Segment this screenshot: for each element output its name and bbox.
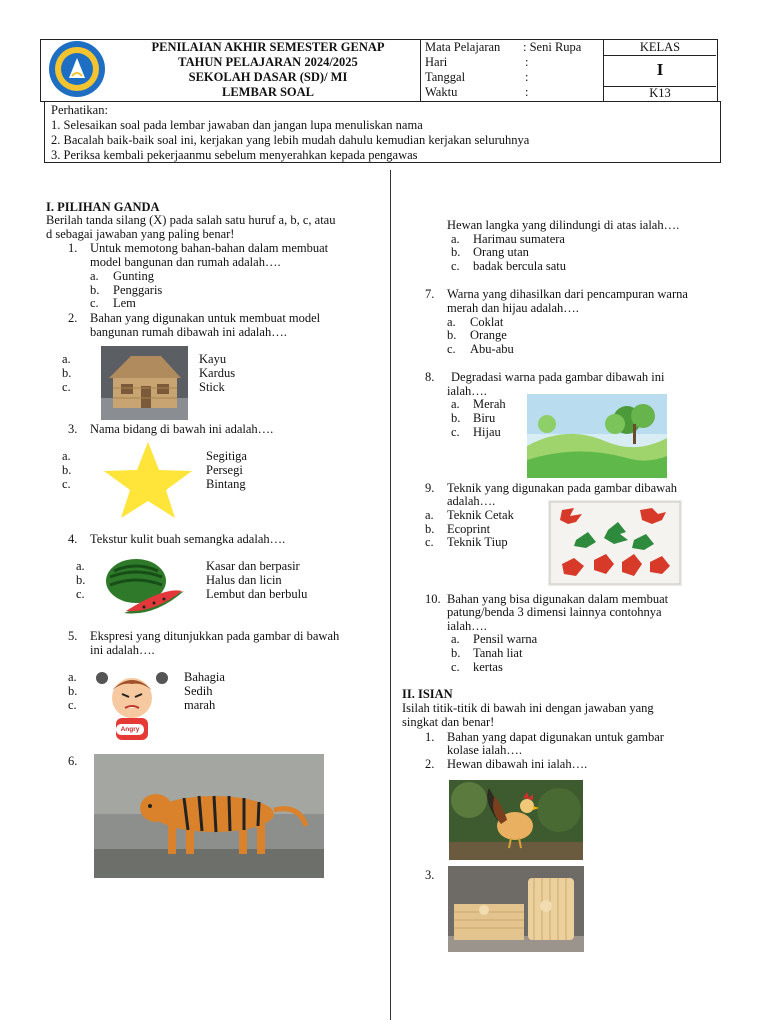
q1-line-2: model bangunan dan rumah adalah…. xyxy=(90,255,281,269)
field-tanggal-value: : xyxy=(525,70,529,84)
q10-opt-c: kertas xyxy=(473,660,503,674)
q6-opt-c: badak bercula satu xyxy=(473,259,567,273)
q5-line-1: Ekspresi yang ditunjukkan pada gambar di bawah xyxy=(90,629,340,643)
q3-line-1: Nama bidang di bawah ini adalah…. xyxy=(90,422,274,436)
field-tanggal-label: Tanggal xyxy=(425,70,466,84)
header-title xyxy=(118,40,418,100)
q7-opt-b: Orange xyxy=(470,328,507,342)
popsicle-stick-craft-image xyxy=(448,866,584,952)
q1-opt-a-letter: a. xyxy=(90,269,99,283)
q3-opt-a: Segitiga xyxy=(206,449,247,463)
q9-opt-c: Teknik Tiup xyxy=(447,535,508,549)
q8-opt-a-letter: a. xyxy=(451,397,460,411)
q6-opt-a: Harimau sumatera xyxy=(473,232,565,246)
q4-opt-c-letter: c. xyxy=(76,587,85,601)
column-divider xyxy=(390,170,391,1020)
q8-line-1: Degradasi warna pada gambar dibawah ini xyxy=(451,370,665,384)
section2-instruction-2: singkat dan benar! xyxy=(402,715,495,729)
q8-number: 8. xyxy=(425,370,435,384)
q5-number: 5. xyxy=(68,629,78,643)
q5-opt-a: Bahagia xyxy=(184,670,225,684)
q6-opt-a-letter: a. xyxy=(451,232,460,246)
field-mapel-value: : Seni Rupa xyxy=(523,40,582,54)
q10-line-1: Bahan yang bisa digunakan dalam membuat xyxy=(447,592,669,606)
house-model-image xyxy=(101,346,188,420)
field-mapel-label: Mata Pelajaran xyxy=(425,40,501,54)
title-line-2: TAHUN PELAJARAN 2024/2025 xyxy=(178,55,358,69)
q7-opt-a-letter: a. xyxy=(447,315,456,329)
section2-instruction-1: Isilah titik-titik di bawah ini dengan jawaban yang xyxy=(402,701,654,715)
kurikulum-label: K13 xyxy=(649,86,671,100)
isian1-line-2: kolase ialah…. xyxy=(447,743,522,757)
isian1-number: 1. xyxy=(425,730,435,744)
q4-number: 4. xyxy=(68,532,78,546)
q4-opt-a: Kasar dan berpasir xyxy=(206,559,300,573)
q1-opt-b: Penggaris xyxy=(113,283,163,297)
q7-opt-a: Coklat xyxy=(470,315,504,329)
q6-number: 6. xyxy=(68,754,78,768)
q5-opt-c-letter: c. xyxy=(68,698,77,712)
notice-title: Perhatikan: xyxy=(51,103,108,117)
q8-opt-a: Merah xyxy=(473,397,506,411)
q4-line-1: Tekstur kulit buah semangka adalah…. xyxy=(90,532,286,546)
q9-opt-b: Ecoprint xyxy=(447,522,491,536)
notice-item-3: 3. Periksa kembali pekerjaanmu sebelum menyerahkan kepada pengawas xyxy=(51,148,418,162)
q4-opt-a-letter: a. xyxy=(76,559,85,573)
q9-line-2: adalah…. xyxy=(447,494,496,508)
q9-line-1: Teknik yang digunakan pada gambar dibawah xyxy=(447,481,677,495)
q2-opt-b-letter: b. xyxy=(62,366,72,380)
q1-opt-c: Lem xyxy=(113,296,136,310)
q8-opt-c: Hijau xyxy=(473,425,501,439)
q5-opt-b: Sedih xyxy=(184,684,213,698)
q2-opt-a-letter: a. xyxy=(62,352,71,366)
notice-box xyxy=(44,101,721,163)
q10-opt-a-letter: a. xyxy=(451,632,460,646)
star-shape-image xyxy=(100,440,196,520)
q8-opt-c-letter: c. xyxy=(451,425,460,439)
q3-opt-c-letter: c. xyxy=(62,477,71,491)
watermelon-image xyxy=(104,557,186,617)
q2-line-1: Bahan yang digunakan untuk membuat model xyxy=(90,311,321,325)
q9-opt-c-letter: c. xyxy=(425,535,434,549)
q9-opt-b-letter: b. xyxy=(425,522,435,536)
leaf-print-image xyxy=(548,500,682,586)
q2-opt-c: Stick xyxy=(199,380,225,394)
q10-opt-b-letter: b. xyxy=(451,646,461,660)
section1-title: I. PILIHAN GANDA xyxy=(46,200,160,214)
q7-number: 7. xyxy=(425,287,435,301)
q8-opt-b: Biru xyxy=(473,411,496,425)
q7-opt-c: Abu-abu xyxy=(470,342,514,356)
title-line-3: SEKOLAH DASAR (SD)/ MI xyxy=(188,70,348,84)
q6-cont-line-1: Hewan langka yang dilindungi di atas ialah…. xyxy=(447,218,680,232)
q7-line-2: merah dan hijau adalah…. xyxy=(447,301,579,315)
landscape-painting-image xyxy=(527,394,667,478)
q10-line-2: patung/benda 3 dimensi lainnya contohnya xyxy=(447,605,662,619)
section1-instruction-2: d sebagai jawaban yang paling benar! xyxy=(46,227,235,241)
q5-opt-c: marah xyxy=(184,698,216,712)
q9-number: 9. xyxy=(425,481,435,495)
field-hari-value: : xyxy=(525,55,529,69)
rooster-image xyxy=(449,780,583,860)
q6-opt-b: Orang utan xyxy=(473,245,529,259)
q1-opt-b-letter: b. xyxy=(90,283,100,297)
q10-opt-c-letter: c. xyxy=(451,660,460,674)
q2-opt-a: Kayu xyxy=(199,352,227,366)
q3-opt-a-letter: a. xyxy=(62,449,71,463)
q3-opt-b-letter: b. xyxy=(62,463,72,477)
q9-opt-a: Teknik Cetak xyxy=(447,508,514,522)
q10-number: 10. xyxy=(425,592,441,606)
q10-line-3: ialah…. xyxy=(447,619,487,633)
notice-item-1: 1. Selesaikan soal pada lembar jawaban dan jangan lupa menuliskan nama xyxy=(51,118,423,132)
isian2-number: 2. xyxy=(425,757,435,771)
isian1-line-1: Bahan yang dapat digunakan untuk gambar xyxy=(447,730,664,744)
kelas-label: KELAS xyxy=(639,40,681,54)
angry-badge: Angry xyxy=(116,724,144,735)
field-hari-label: Hari xyxy=(425,55,448,69)
notice-item-2: 2. Bacalah baik-baik soal ini, kerjakan yang lebih mudah dahulu kemudian kerjakan seluruhnya xyxy=(51,133,530,147)
q7-opt-c-letter: c. xyxy=(447,342,456,356)
kelas-divider-1 xyxy=(604,55,716,56)
q10-opt-a: Pensil warna xyxy=(473,632,538,646)
q3-opt-c: Bintang xyxy=(206,477,246,491)
q6-opt-b-letter: b. xyxy=(451,245,461,259)
section2-title: II. ISIAN xyxy=(402,687,453,701)
q5-opt-a-letter: a. xyxy=(68,670,77,684)
tiger-image xyxy=(94,754,324,878)
title-line-4: LEMBAR SOAL xyxy=(221,85,315,99)
field-waktu-label: Waktu xyxy=(425,85,458,99)
q2-number: 2. xyxy=(68,311,78,325)
title-line-1: PENILAIAN AKHIR SEMESTER GENAP xyxy=(151,40,385,54)
q8-line-2: ialah…. xyxy=(447,384,487,398)
header-divider-1 xyxy=(420,39,421,101)
kelas-value: I xyxy=(656,60,664,79)
field-waktu-value: : xyxy=(525,85,529,99)
q4-opt-b: Halus dan licin xyxy=(206,573,282,587)
isian2-line-1: Hewan dibawah ini ialah…. xyxy=(447,757,588,771)
q1-line-1: Untuk memotong bahan-bahan dalam membuat xyxy=(90,241,329,255)
q1-opt-c-letter: c. xyxy=(90,296,99,310)
q8-opt-b-letter: b. xyxy=(451,411,461,425)
section1-instruction-1: Berilah tanda silang (X) pada salah satu huruf a, b, c, atau xyxy=(46,213,336,227)
q2-line-2: bangunan rumah dibawah ini adalah…. xyxy=(90,325,287,339)
q7-line-1: Warna yang dihasilkan dari pencampuran warna xyxy=(447,287,688,301)
q5-line-2: ini adalah…. xyxy=(90,643,155,657)
school-logo xyxy=(45,40,109,98)
q4-opt-c: Lembut dan berbulu xyxy=(206,587,308,601)
q10-opt-b: Tanah liat xyxy=(473,646,523,660)
q9-opt-a-letter: a. xyxy=(425,508,434,522)
q1-opt-a: Gunting xyxy=(113,269,154,283)
q2-opt-c-letter: c. xyxy=(62,380,71,394)
isian3-number: 3. xyxy=(425,868,435,882)
q3-opt-b: Persegi xyxy=(206,463,243,477)
q7-opt-b-letter: b. xyxy=(447,328,457,342)
q3-number: 3. xyxy=(68,422,78,436)
q2-opt-b: Kardus xyxy=(199,366,236,380)
q5-opt-b-letter: b. xyxy=(68,684,78,698)
q1-number: 1. xyxy=(68,241,78,255)
q6-opt-c-letter: c. xyxy=(451,259,460,273)
q4-opt-b-letter: b. xyxy=(76,573,86,587)
